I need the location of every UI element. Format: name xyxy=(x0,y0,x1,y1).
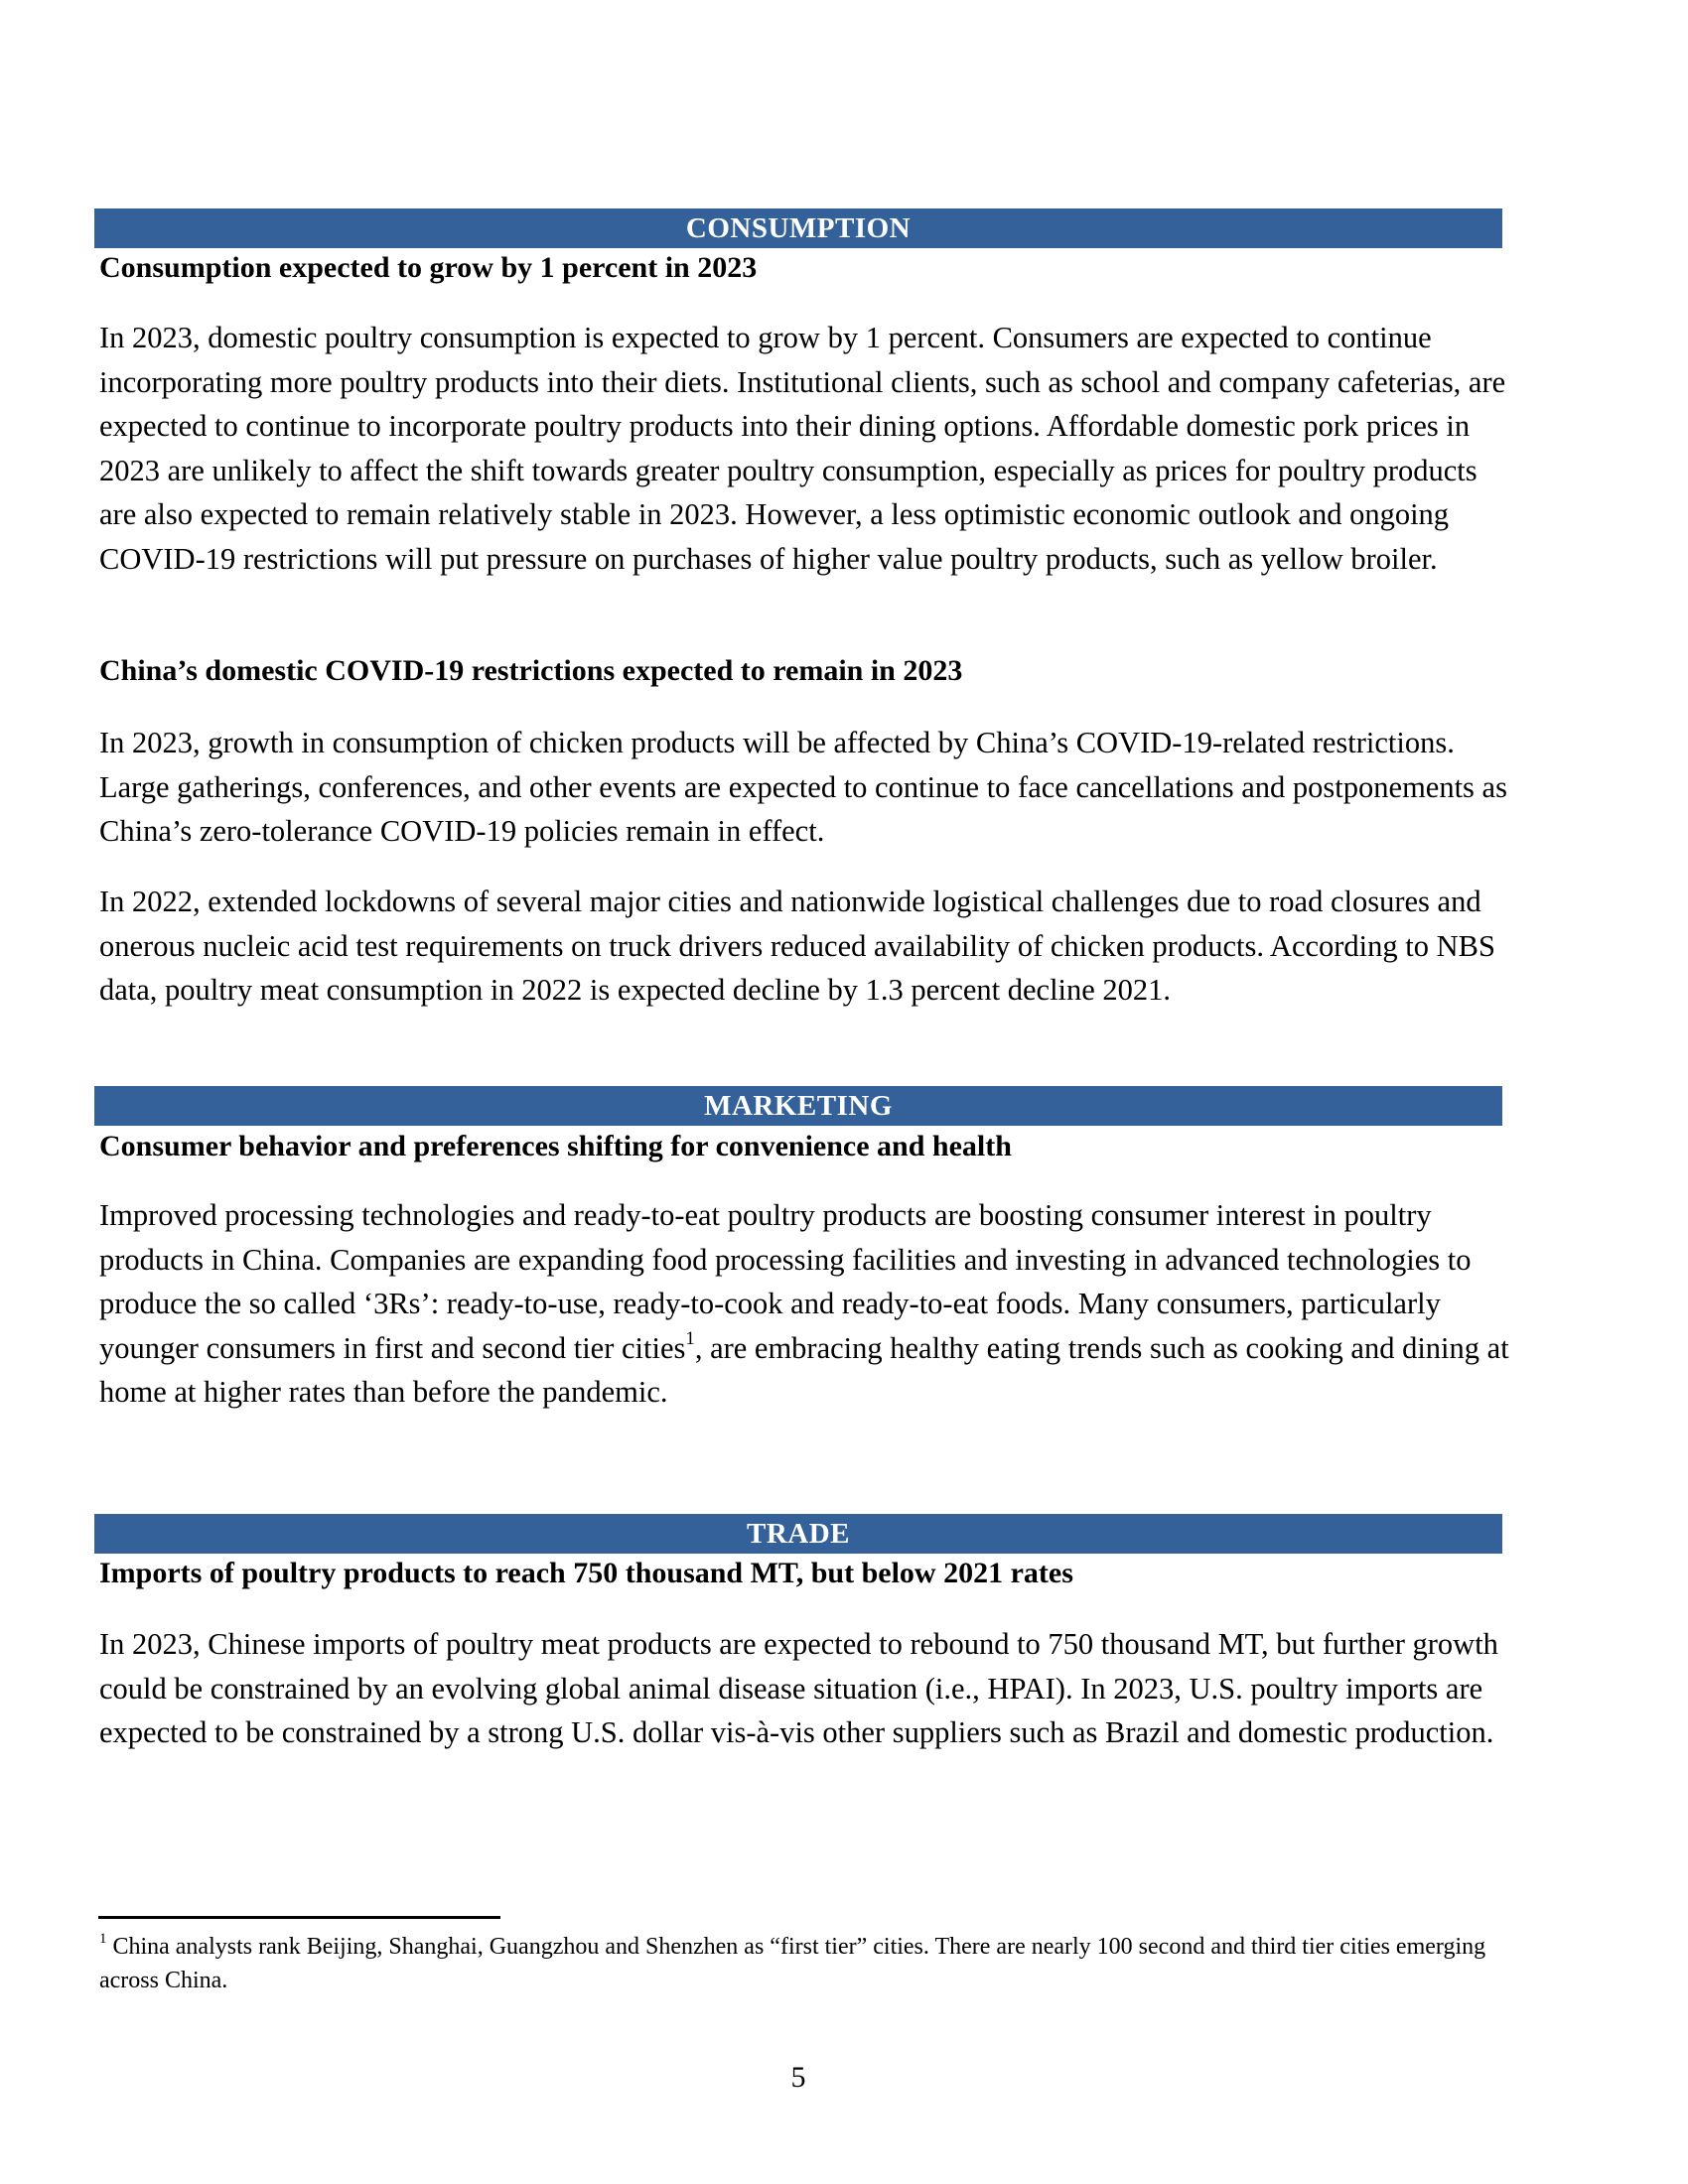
heading-consumer-behavior: Consumer behavior and preferences shifting for convenience and health xyxy=(99,1130,1012,1162)
footnote-divider xyxy=(98,1916,500,1919)
section-band-consumption: CONSUMPTION xyxy=(94,208,1502,248)
paragraph-2022-lockdowns: In 2022, extended lockdowns of several major cities and nationwide logistical challenges due to road closures and onerous nucleic acid test requirements on truck drivers reduced availability of chicken products. According to NBS data, poultry meat consumption in 2022 is expected decline by 1.3 percent decline 2021. xyxy=(99,885,1495,1007)
section-band-marketing: MARKETING xyxy=(94,1086,1502,1126)
paragraph-covid-restrictions: In 2023, growth in consumption of chicken products will be affected by China’s COVID-19-related restrictions. Large gatherings, conferences, and other events are expected to continue to face cancellations and postponements as China’s zero-tolerance COVID-19 policies remain in effect. xyxy=(99,726,1507,848)
paragraph-text-continued: , are embracing healthy eating trends such as cooking and dining at home at higher rates than before the pandemic. xyxy=(99,1330,1509,1409)
paragraph-text: Improved processing technologies and ready-to-eat poultry products are boosting consumer interest in poultry products in China. Companies are expanding food processing facilities and investing in advanced technologies to produce the so called ‘3Rs’: ready-to-use, ready-to-cook and ready-to-eat foods. Many consumers, particularly younger consumers in first and second tier cities xyxy=(99,1198,1472,1365)
footnote xyxy=(99,1930,1509,1997)
paragraph-consumer-behavior xyxy=(99,1193,1509,1415)
page-number: 5 xyxy=(790,2061,806,2094)
heading-covid-restrictions: China’s domestic COVID-19 restrictions expected to remain in 2023 xyxy=(99,654,963,687)
footnote-reference: 1 xyxy=(685,1327,695,1349)
paragraph-imports: In 2023, Chinese imports of poultry meat products are expected to rebound to 750 thousand MT, but further growth could be constrained by an evolving global animal disease situation (i.e., HPAI). In 2023, U.S. poultry imports are expected to be constrained by a strong U.S. dollar vis-à-vis other suppliers such as Brazil and domestic production. xyxy=(99,1627,1498,1749)
footnote-text: China analysts rank Beijing, Shanghai, Guangzhou and Shenzhen as “first tier” cities. There are nearly 100 second and third tier cities emerging across China. xyxy=(99,1934,1486,1993)
section-band-trade: TRADE xyxy=(94,1514,1502,1554)
paragraph-consumption-outlook: In 2023, domestic poultry consumption is expected to grow by 1 percent. Consumers are expected to continue incorporating more poultry products into their diets. Institutional clients, such as school and company cafeterias, are expected to continue to incorporate poultry products into their dining options. Affordable domestic pork prices in 2023 are unlikely to affect the shift towards greater poultry consumption, especially as prices for poultry products are also expected to remain relatively stable in 2023. However, a less optimistic economic outlook and ongoing COVID-19 restrictions will put pressure on purchases of higher value poultry products, such as yellow broiler. xyxy=(99,321,1506,576)
heading-imports: Imports of poultry products to reach 750 thousand MT, but below 2021 rates xyxy=(99,1557,1073,1589)
footnote-marker: 1 xyxy=(99,1930,107,1947)
heading-consumption-growth: Consumption expected to grow by 1 percent in 2023 xyxy=(99,251,758,284)
